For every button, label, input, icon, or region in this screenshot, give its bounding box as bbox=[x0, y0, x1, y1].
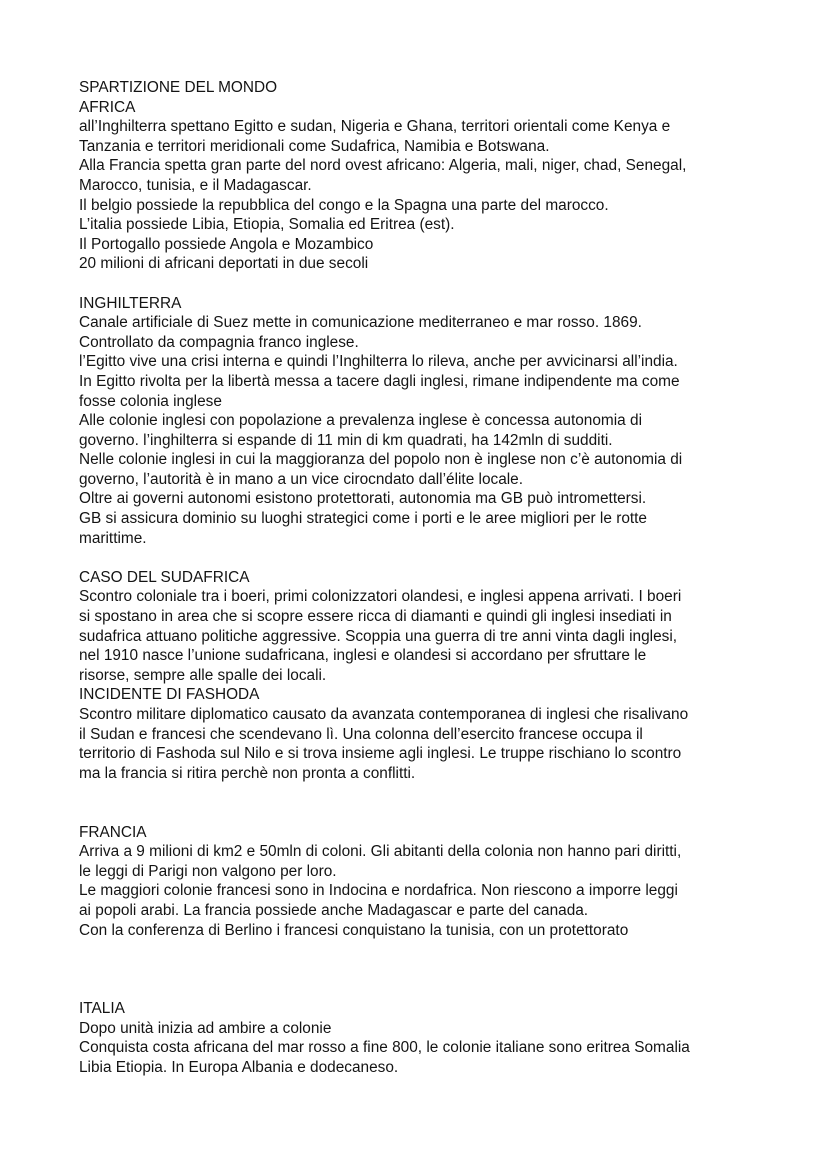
paragraph-gap bbox=[79, 548, 759, 568]
paragraph-gap bbox=[79, 274, 759, 294]
text-line: Scontro militare diplomatico causato da avanzata contemporanea di inglesi che risalivano bbox=[79, 706, 689, 723]
subsection-title: AFRICA bbox=[79, 98, 136, 116]
paragraph-gap bbox=[79, 940, 759, 999]
text-line: L’italia possiede Libia, Etiopia, Somalia ed Eritrea (est). bbox=[79, 216, 455, 234]
text-line: Il belgio possiede la repubblica del congo e la Spagna una parte del marocco. bbox=[79, 196, 609, 214]
text-line: GB si assicura dominio su luoghi strategici come i porti e le aree migliori per le rotte bbox=[79, 510, 647, 528]
text-line: territorio di Fashoda sul Nilo e si trova insieme agli inglesi. Le truppe rischiano lo scontro bbox=[79, 745, 682, 763]
text-line: Marocco, tunisia, e il Madagascar. bbox=[79, 176, 312, 194]
text-line: Le maggiori colonie francesi sono in Indocina e nordafrica. Non riescono a imporre leggi bbox=[79, 882, 678, 900]
text-line: il Sudan e francesi che scendevano lì. Una colonna dell’esercito francese occupa il bbox=[79, 725, 643, 743]
text-line: ai popoli arabi. La francia possiede anche Madagascar e parte del canada. bbox=[79, 901, 589, 919]
section-francia bbox=[79, 823, 759, 941]
text-line: marittime. bbox=[79, 529, 147, 547]
text-line: Con la conferenza di Berlino i francesi conquistano la tunisia, con un protettorato bbox=[79, 921, 629, 939]
text-line: Alla Francia spetta gran parte del nord ovest africano: Algeria, mali, niger, chad, Senegal, bbox=[79, 157, 687, 175]
text-line: Controllato da compagnia franco inglese. bbox=[79, 333, 359, 351]
text-line: si spostano in area che si scopre essere ricca di diamanti e quindi gli inglesi insediati in bbox=[79, 608, 672, 626]
section-title: SPARTIZIONE DEL MONDO bbox=[79, 79, 278, 96]
subsection-title: INCIDENTE DI FASHODA bbox=[79, 686, 260, 704]
section-inghilterra bbox=[79, 294, 759, 549]
text-line: In Egitto rivolta per la libertà messa a tacere dagli inglesi, rimane indipendente ma come bbox=[79, 372, 680, 390]
text-line: Canale artificiale di Suez mette in comunicazione mediterraneo e mar rosso. 1869. bbox=[79, 314, 642, 332]
section-title: CASO DEL SUDAFRICA bbox=[79, 568, 250, 586]
text-line: ma la francia si ritira perchè non pronta a conflitti. bbox=[79, 764, 416, 782]
text-line: all’Inghilterra spettano Egitto e sudan, Nigeria e Ghana, territori orientali come Kenya e bbox=[79, 118, 671, 136]
text-line: sudafrica attuano politiche aggressive. Scoppia una guerra di tre anni vinta dagli inglesi, bbox=[79, 627, 678, 645]
text-line: le leggi di Parigi non valgono per loro. bbox=[79, 862, 337, 880]
text-line: l’Egitto vive una crisi interna e quindi l’Inghilterra lo rileva, anche per avvicinarsi all’india. bbox=[79, 353, 678, 371]
text-line: Scontro coloniale tra i boeri, primi colonizzatori olandesi, e inglesi appena arrivati. I boeri bbox=[79, 588, 682, 606]
text-line: nel 1910 nasce l’unione sudafricana, inglesi e olandesi si accordano per sfruttare le bbox=[79, 647, 647, 665]
text-line: governo. l’inghilterra si espande di 11 min di km quadrati, ha 142mln di sudditi. bbox=[79, 431, 613, 449]
text-line: 20 milioni di africani deportati in due secoli bbox=[79, 255, 369, 273]
text-line: Dopo unità inizia ad ambire a colonie bbox=[79, 1019, 332, 1037]
section-title: FRANCIA bbox=[79, 823, 147, 841]
text-line: Libia Etiopia. In Europa Albania e dodecaneso. bbox=[79, 1058, 399, 1076]
section-title: INGHILTERRA bbox=[79, 294, 182, 312]
text-line: risorse, sempre alle spalle dei locali. bbox=[79, 666, 327, 684]
text-line: Conquista costa africana del mar rosso a fine 800, le colonie italiane sono eritrea Somalia bbox=[79, 1039, 690, 1057]
text-line: fosse colonia inglese bbox=[79, 392, 222, 410]
document-page bbox=[79, 78, 759, 1077]
section-title: ITALIA bbox=[79, 999, 125, 1017]
paragraph-gap bbox=[79, 783, 759, 822]
text-line: Nelle colonie inglesi in cui la maggioranza del popolo non è inglese non c’è autonomia di bbox=[79, 451, 683, 469]
section-spartizione bbox=[79, 78, 759, 274]
section-sudafrica bbox=[79, 568, 759, 784]
text-line: governo, l’autorità è in mano a un vice cirocndato dall’élite locale. bbox=[79, 470, 524, 488]
section-italia bbox=[79, 999, 759, 1077]
text-line: Tanzania e territori meridionali come Sudafrica, Namibia e Botswana. bbox=[79, 137, 550, 155]
text-line: Arriva a 9 milioni di km2 e 50mln di coloni. Gli abitanti della colonia non hanno pari diritti, bbox=[79, 843, 682, 861]
text-line: Il Portogallo possiede Angola e Mozambico bbox=[79, 235, 374, 253]
text-line: Oltre ai governi autonomi esistono protettorati, autonomia ma GB può intromettersi. bbox=[79, 490, 647, 508]
text-line: Alle colonie inglesi con popolazione a prevalenza inglese è concessa autonomia di bbox=[79, 412, 642, 430]
